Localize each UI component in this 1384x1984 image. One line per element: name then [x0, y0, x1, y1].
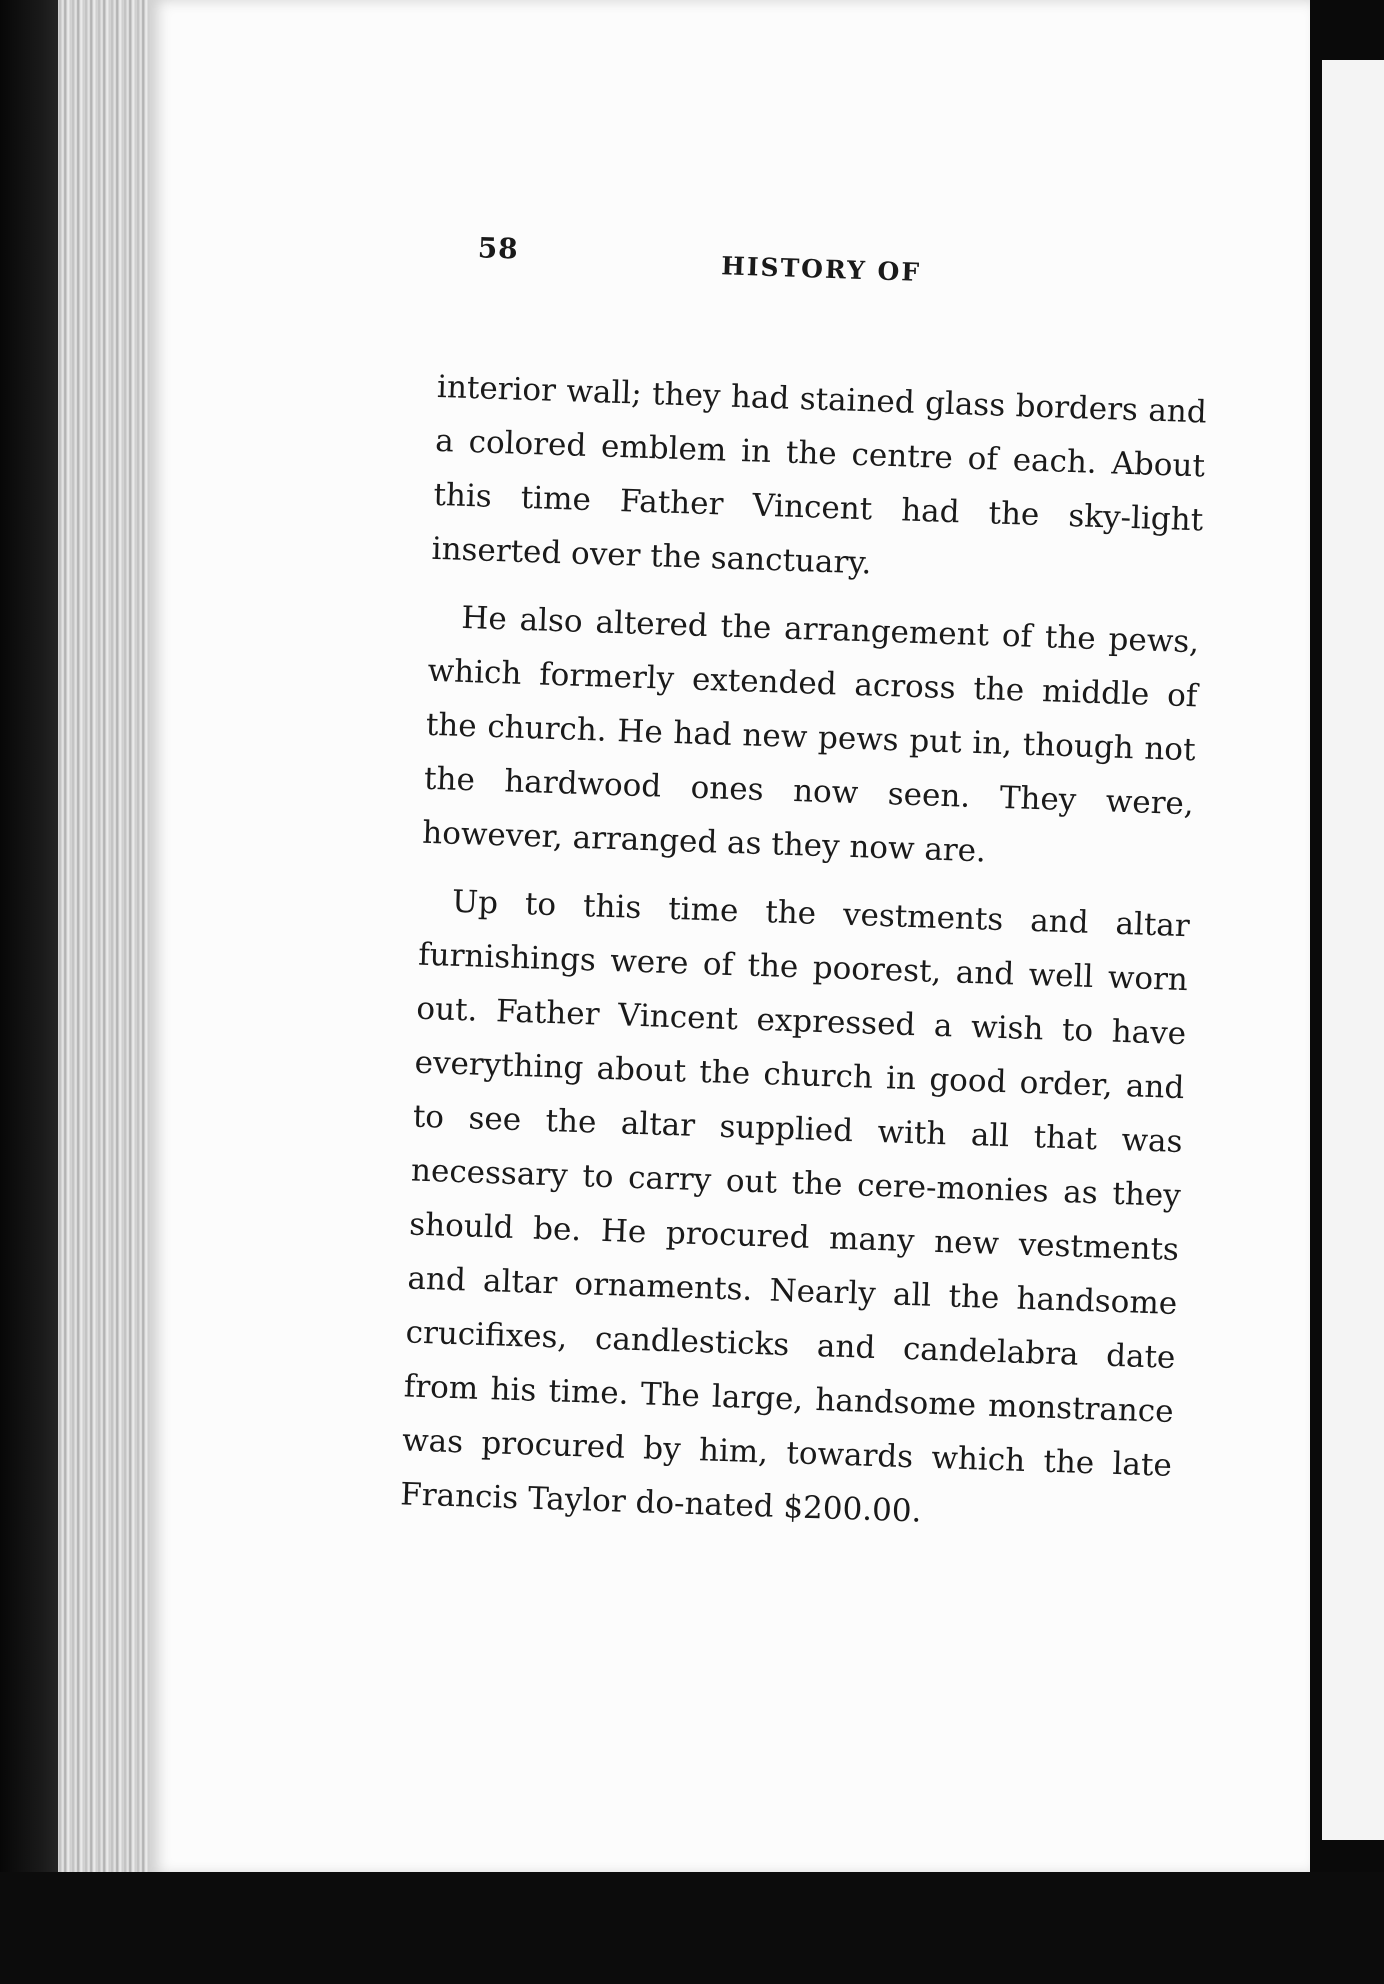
paragraph-2: He also altered the arrangement of the pews, which formerly extended across the middle of the church. He had new pews put in, though not the hardwood ones now seen. They were, however, arranged as they now are.	[421, 599, 1200, 870]
scan-corner	[1330, 0, 1384, 60]
facing-page-edge	[1322, 60, 1384, 1840]
page-number: 58	[477, 231, 520, 266]
body-text	[399, 360, 1207, 1547]
paragraph-1: interior wall; they had stained glass borders and a colored emblem in the centre of each. About this time Father Vincent had the sky-light inserted over the sanctuary.	[431, 368, 1208, 582]
page-text-block	[399, 231, 1210, 1561]
paragraph-3: Up to this time the vestments and altar furnishings were of the poorest, and well worn out. Father Vincent expressed a wish to have everything about the church in good order, and to see the altar supplied with all that was necessary to carry out the cere-monies as they should be. He procured many new vestments and altar ornaments. Nearly all the handsome crucifixes, candlesticks and candelabra date from his time. The large, handsome monstrance was procured by him, towards which the late Francis Taylor do-nated $200.00.	[399, 883, 1191, 1530]
running-head-title: HISTORY OF	[720, 251, 922, 287]
scan-bottom-border	[0, 1872, 1384, 1984]
